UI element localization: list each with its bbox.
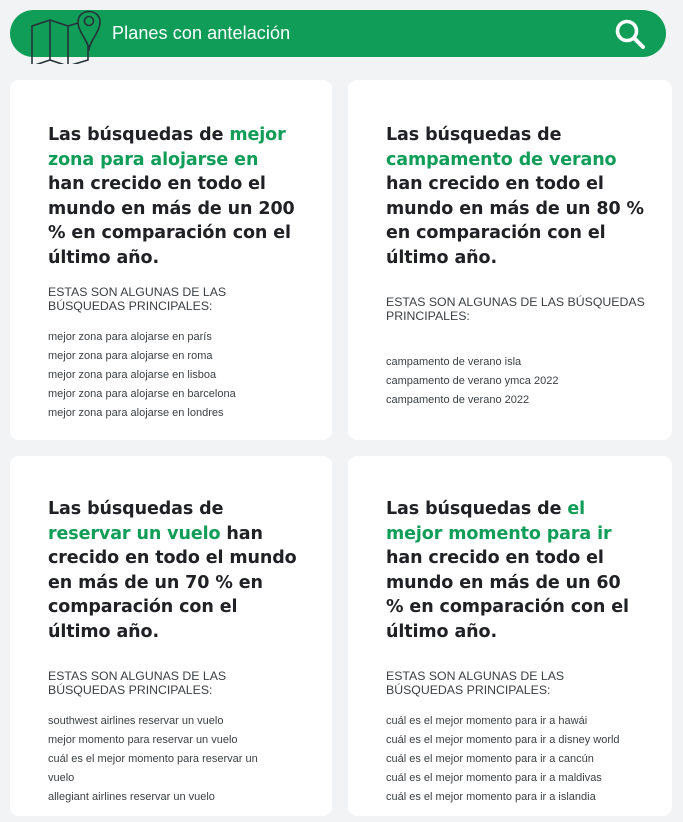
query-item[interactable]: allegiant airlines reservar un vuelo [48,791,215,803]
trend-keyword: el mejor momento para ir [386,499,612,544]
card-headline: Las búsquedas de mejor zona para alojarse en han crecido en todo el mundo en más de un 200 % en comparación con el último año. [48,125,295,268]
trend-card [348,456,672,816]
card-headline: Las búsquedas de campamento de verano han crecido en todo el mundo en más de un 80 % en comparación con el último año. [386,125,644,268]
query-item[interactable]: campamento de verano isla [386,356,522,368]
card-headline: Las búsquedas de reservar un vuelo han crecido en todo el mundo en más de un 70 % en comparación con el último año. [48,499,297,642]
query-list [386,353,652,410]
query-item[interactable]: cuál es el mejor momento para ir a maldivas [386,772,602,784]
trend-keyword: reservar un vuelo [48,523,221,544]
header-bar [10,10,666,57]
trend-card [10,456,332,816]
trend-keyword: mejor zona para alojarse en [48,125,286,170]
query-list [48,328,312,423]
query-item[interactable]: mejor zona para alojarse en parís [48,331,212,343]
query-item[interactable]: southwest airlines reservar un vuelo [48,715,224,727]
card-subheading: ESTAS SON ALGUNAS DE LAS BÚSQUEDAS PRINCIPALES: [48,669,227,697]
query-item[interactable]: mejor zona para alojarse en lisboa [48,369,217,381]
card-headline: Las búsquedas de el mejor momento para ir han crecido en todo el mundo en más de un 60 % en comparación con el último año. [386,499,629,642]
query-item[interactable]: cuál es el mejor momento para ir a cancún [386,753,594,765]
trend-card [348,80,672,440]
query-item[interactable]: cuál es el mejor momento para reservar un vuelo [48,753,258,784]
query-item[interactable]: mejor zona para alojarse en barcelona [48,388,236,400]
query-item[interactable]: campamento de verano 2022 [386,394,530,406]
card-subheading: ESTAS SON ALGUNAS DE LAS BÚSQUEDAS PRINCIPALES: [386,295,645,323]
query-list [48,712,263,807]
trend-card [10,80,332,440]
trend-keyword: campamento de verano [386,149,617,170]
search-icon[interactable] [613,17,647,56]
map-pin-icon [30,2,110,69]
card-subheading: ESTAS SON ALGUNAS DE LAS BÚSQUEDAS PRINCIPALES: [386,669,565,697]
query-item[interactable]: cuál es el mejor momento para ir a disney world [386,734,620,746]
query-item[interactable]: campamento de verano ymca 2022 [386,375,559,387]
query-item[interactable]: mejor momento para reservar un vuelo [48,734,238,746]
query-list [386,712,652,807]
header-title: Planes con antelación [112,23,291,43]
query-item[interactable]: cuál es el mejor momento para ir a islandia [386,791,596,803]
query-item[interactable]: mejor zona para alojarse en londres [48,407,224,419]
query-item[interactable]: mejor zona para alojarse en roma [48,350,213,362]
query-item[interactable]: cuál es el mejor momento para ir a hawái [386,715,588,727]
card-subheading: ESTAS SON ALGUNAS DE LAS BÚSQUEDAS PRINCIPALES: [48,285,227,313]
